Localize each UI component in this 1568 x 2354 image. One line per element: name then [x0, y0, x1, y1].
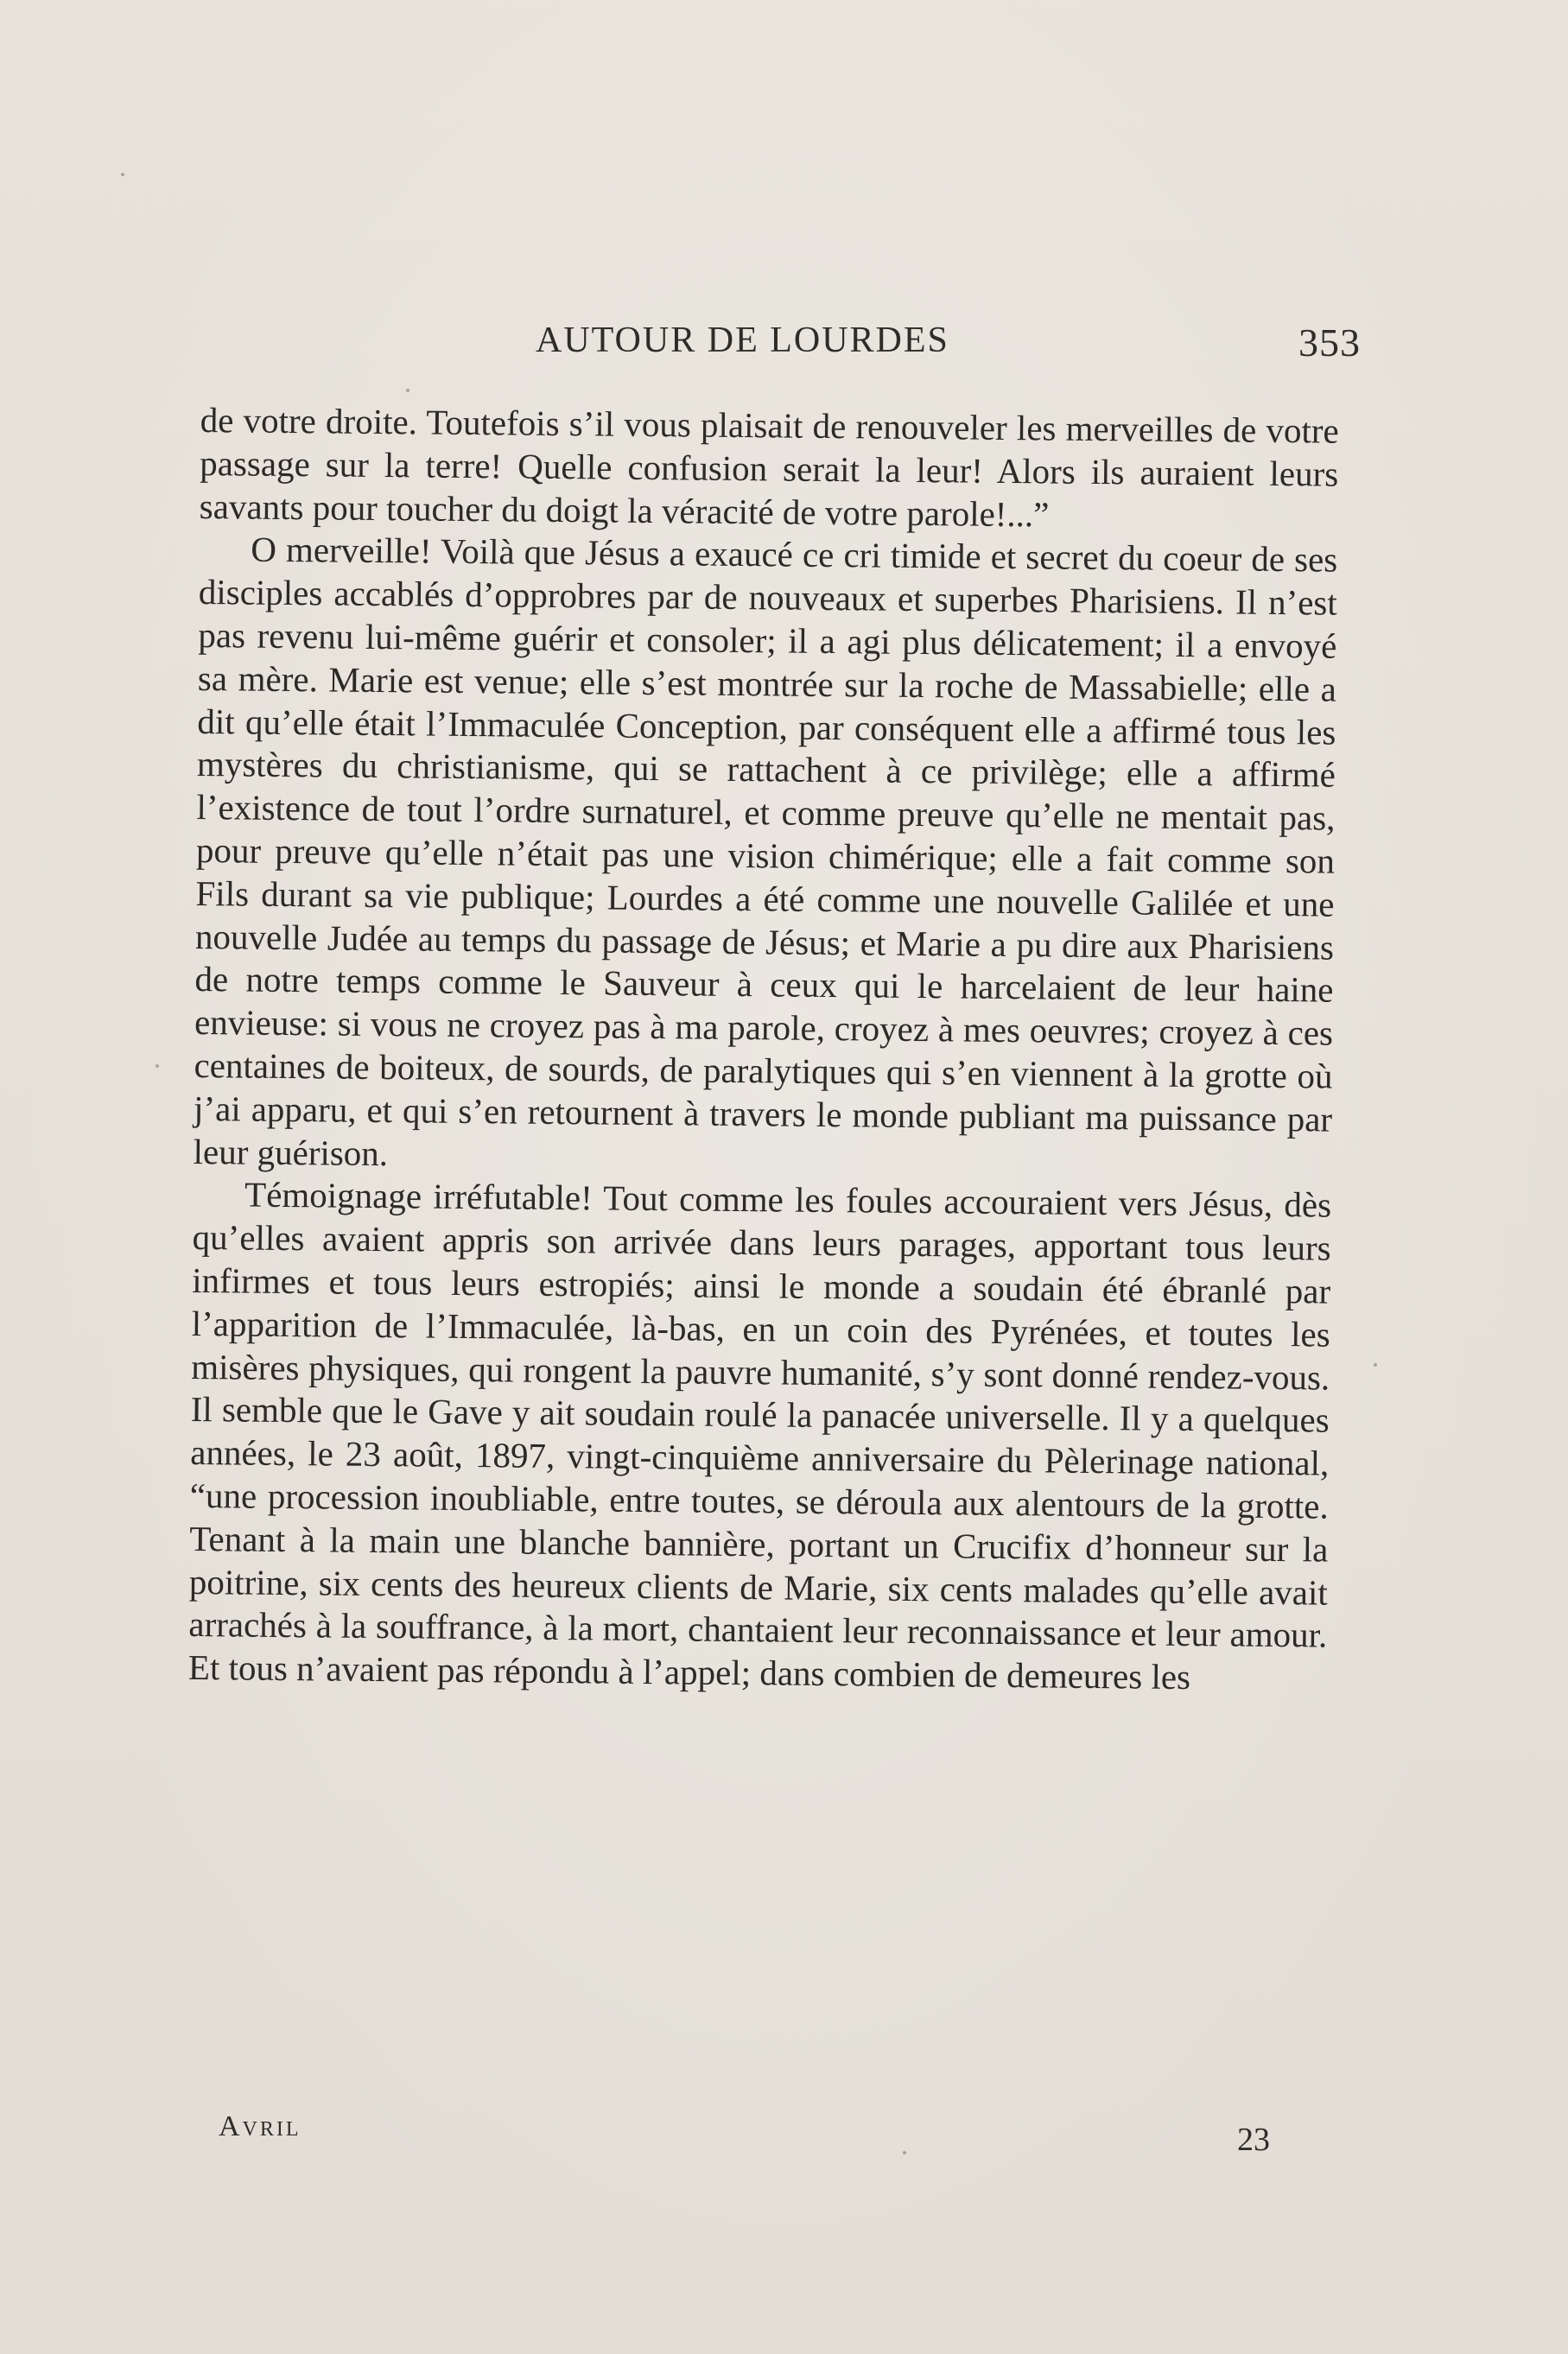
paragraph-2: O merveille! Voilà que Jésus a exaucé ce cri timide et secret du coeur de ses disciples accablés d’opprobres par de nouveaux et superbes Pharisiens. Il n’est pas revenu lui-même guérir et consoler; il a agi plus délicatement; il a envoyé sa mère. Marie est venue; elle s’est montrée sur la roche de Massabielle; elle a dit qu’elle était l’Immaculée Conception, par conséquent elle a affirmé tous les mystères du christianisme, qui se rattachent à ce privilège; elle a affirmé l’existence de tout l’ordre surnaturel, et comme preuve qu’elle ne mentait pas, pour preuve qu’elle n’était pas une vision chimérique; elle a fait comme son Fils durant sa vie publique; Lourdes a été comme une nouvelle Galilée et une nouvelle Judée au temps du passage de Jésus; et Marie a pu dire aux Pharisiens de notre temps comme le Sauveur à ceux qui le harcelaient de leur haine envieuse: si vous ne croyez pas à ma parole, croyez à mes oeuvres; croyez à ces centaines de boiteux, de sourds, de paralytiques qui s’en viennent à la grotte où j’ai apparu, et qui s’en retournent à travers le monde publiant ma puissance par leur guérison. — [193, 529, 1338, 1173]
paper-speck — [1374, 1363, 1377, 1367]
running-title: AUTOUR DE LOURDES — [536, 320, 949, 360]
page-number: 353 — [1298, 320, 1361, 365]
paper-speck — [903, 2151, 906, 2154]
footer-sheet-number: 23 — [1237, 2122, 1270, 2158]
paper-speck — [406, 389, 409, 392]
paragraph-1: de votre droite. Toutefois s’il vous plaisait de renouveler les merveilles de votre passage sur la terre! Quelle confusion serait la leur! Alors ils auraient leurs savants pour toucher du doigt la véracité de votre parole!...” — [199, 399, 1339, 535]
paper-speck — [121, 173, 124, 176]
page-header — [199, 320, 1361, 371]
paragraph-3: Témoignage irréfutable! Tout comme les foules accouraient vers Jésus, dès qu’elles avaient appris son arrivée dans leurs parages, apportant tous leurs infirmes et tous leurs estropiés; ainsi le monde a soudain été ébranlé par l’apparition de l’Immaculée, là-bas, en un coin des Pyrénées, et toutes les misères physiques, qui rongent la pauvre humanité, s’y sont donné rendez-vous. Il semble que le Gave y ait soudain roulé la panacée universelle. Il y a quelques années, le 23 août, 1897, vingt-cinquième anniversaire du Pèlerinage national, “une procession inoubliable, entre toutes, se déroula aux alentours de la grotte. Tenant à la main une blanche bannière, portant un Crucifix d’honneur sur la poitrine, six cents des heureux clients de Marie, six cents malades qu’elle avait arrachés à la souffrance, à la mort, chantaient leur reconnaissance et leur amour. Et tous n’avaient pas répondu à l’appel; dans combien de demeures les — [187, 1174, 1332, 1697]
paper-speck — [156, 1064, 159, 1068]
footer-signature: Avril — [219, 2110, 302, 2142]
body-text — [188, 399, 1339, 1700]
